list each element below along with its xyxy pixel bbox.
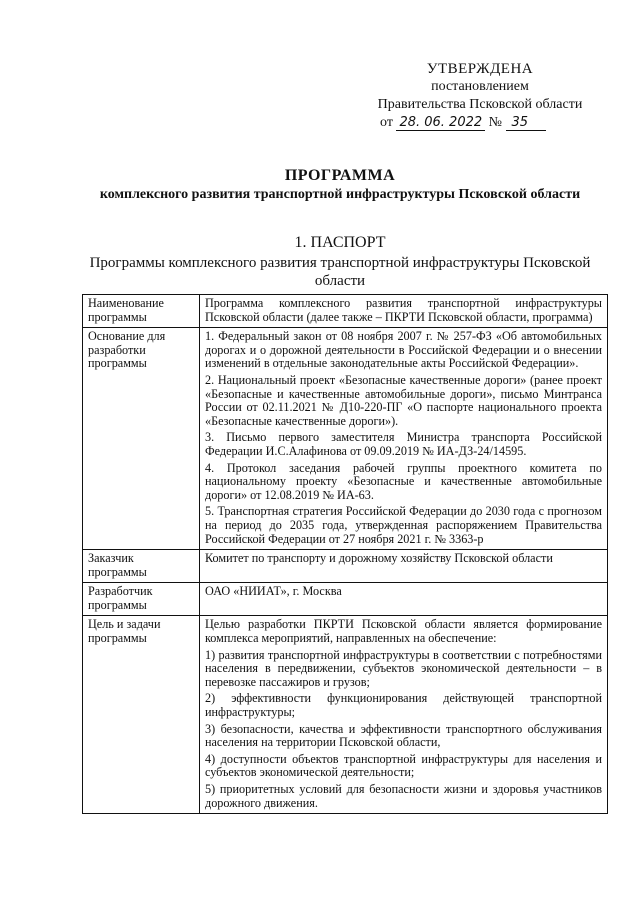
goal-item: 5) приоритетных условий для безопасности жизни и здоровья участников дорожного движения. xyxy=(205,782,602,810)
basis-item: 4. Протокол заседания рабочей группы проектного комитета по национальному проекту «Безопасные и качественные автомобильные дороги» от 12.08.2019 № ИА-63. xyxy=(205,460,602,502)
value-developer: ОАО «НИИАТ», г. Москва xyxy=(200,583,608,616)
table-row-customer xyxy=(83,550,608,583)
passport-heading-block xyxy=(80,234,600,290)
approval-block xyxy=(350,60,610,132)
document-title xyxy=(90,166,590,204)
date-prefix: от xyxy=(380,115,393,130)
table-row-developer xyxy=(83,583,608,616)
approval-status: УТВЕРЖДЕНА xyxy=(426,61,534,77)
basis-item: 2. Национальный проект «Безопасные качественные дороги» (ранее проект «Безопасные и качественные автомобильные дороги», письмо Минтранса России от 02.11.2021 № Д10-220-ПГ «О паспорте национального проекта «Безопасные качественные дороги»). xyxy=(205,372,602,428)
basis-item: 3. Письмо первого заместителя Министра транспорта Российской Федерации И.С.Алафинова от 09.09.2019 № ИА-ДЗ-24/14595. xyxy=(205,430,602,458)
label-program-name: Наименование программы xyxy=(83,295,200,328)
goal-item: 1) развития транспортной инфраструктуры в соответствии с потребностями населения в передвижении, субъектов экономической деятельности – в перевозке пассажиров и грузов; xyxy=(205,647,602,689)
label-developer: Разработчик программы xyxy=(83,583,200,616)
label-goals: Цель и задачи программы xyxy=(83,616,200,814)
handwritten-number: 35 xyxy=(506,115,547,131)
approval-date-line xyxy=(350,114,610,132)
label-customer: Заказчик программы xyxy=(83,550,200,583)
value-program-name: Программа комплексного развития транспортной инфраструктуры Псковской области (далее также – ПКРТИ Псковской области, программа) xyxy=(200,295,608,328)
value-customer: Комитет по транспорту и дорожному хозяйству Псковской области xyxy=(200,550,608,583)
number-sign: № xyxy=(488,115,502,130)
passport-heading: 1. ПАСПОРТ xyxy=(294,234,386,251)
passport-subtitle: Программы комплексного развития транспортной инфраструктуры Псковской области xyxy=(89,255,591,289)
value-goals xyxy=(200,616,608,814)
basis-item: 1. Федеральный закон от 08 ноября 2007 г. № 257-ФЗ «Об автомобильных дорогах и о дорожной деятельности в Российской Федерации и о внесении изменений в отдельные законодательные акты Российской Федерации». xyxy=(205,329,602,371)
approval-authority: Правительства Псковской области xyxy=(377,97,583,112)
table-row-goals xyxy=(83,616,608,814)
goal-item: 2) эффективности функционирования действующей транспортной инфраструктуры; xyxy=(205,691,602,720)
approval-by-resolution: постановлением xyxy=(431,79,529,94)
goals-intro: Целью разработки ПКРТИ Псковской области является формирование комплекса мероприятий, направленных на обеспечение: xyxy=(205,617,602,646)
passport-table xyxy=(82,294,608,814)
table-row-basis xyxy=(83,328,608,550)
label-basis: Основание для разработки программы xyxy=(83,328,200,550)
value-basis xyxy=(200,328,608,550)
handwritten-date: 28. 06. 2022 xyxy=(396,115,485,131)
title-program-name: комплексного развития транспортной инфраструктуры Псковской области xyxy=(99,187,581,202)
goal-item: 3) безопасности, качества и эффективности транспортного обслуживания населения на территории Псковской области, xyxy=(205,721,602,750)
basis-item: 5. Транспортная стратегия Российской Федерации до 2030 года с прогнозом на период до 2035 года, утвержденная распоряжением Правительства Российской Федерации от 27 ноября 2021 г. № 3363-р xyxy=(205,504,602,546)
goal-item: 4) доступности объектов транспортной инфраструктуры для населения и субъектов экономической деятельности; xyxy=(205,751,602,780)
title-program: ПРОГРАММА xyxy=(284,167,396,184)
table-row-name xyxy=(83,295,608,328)
